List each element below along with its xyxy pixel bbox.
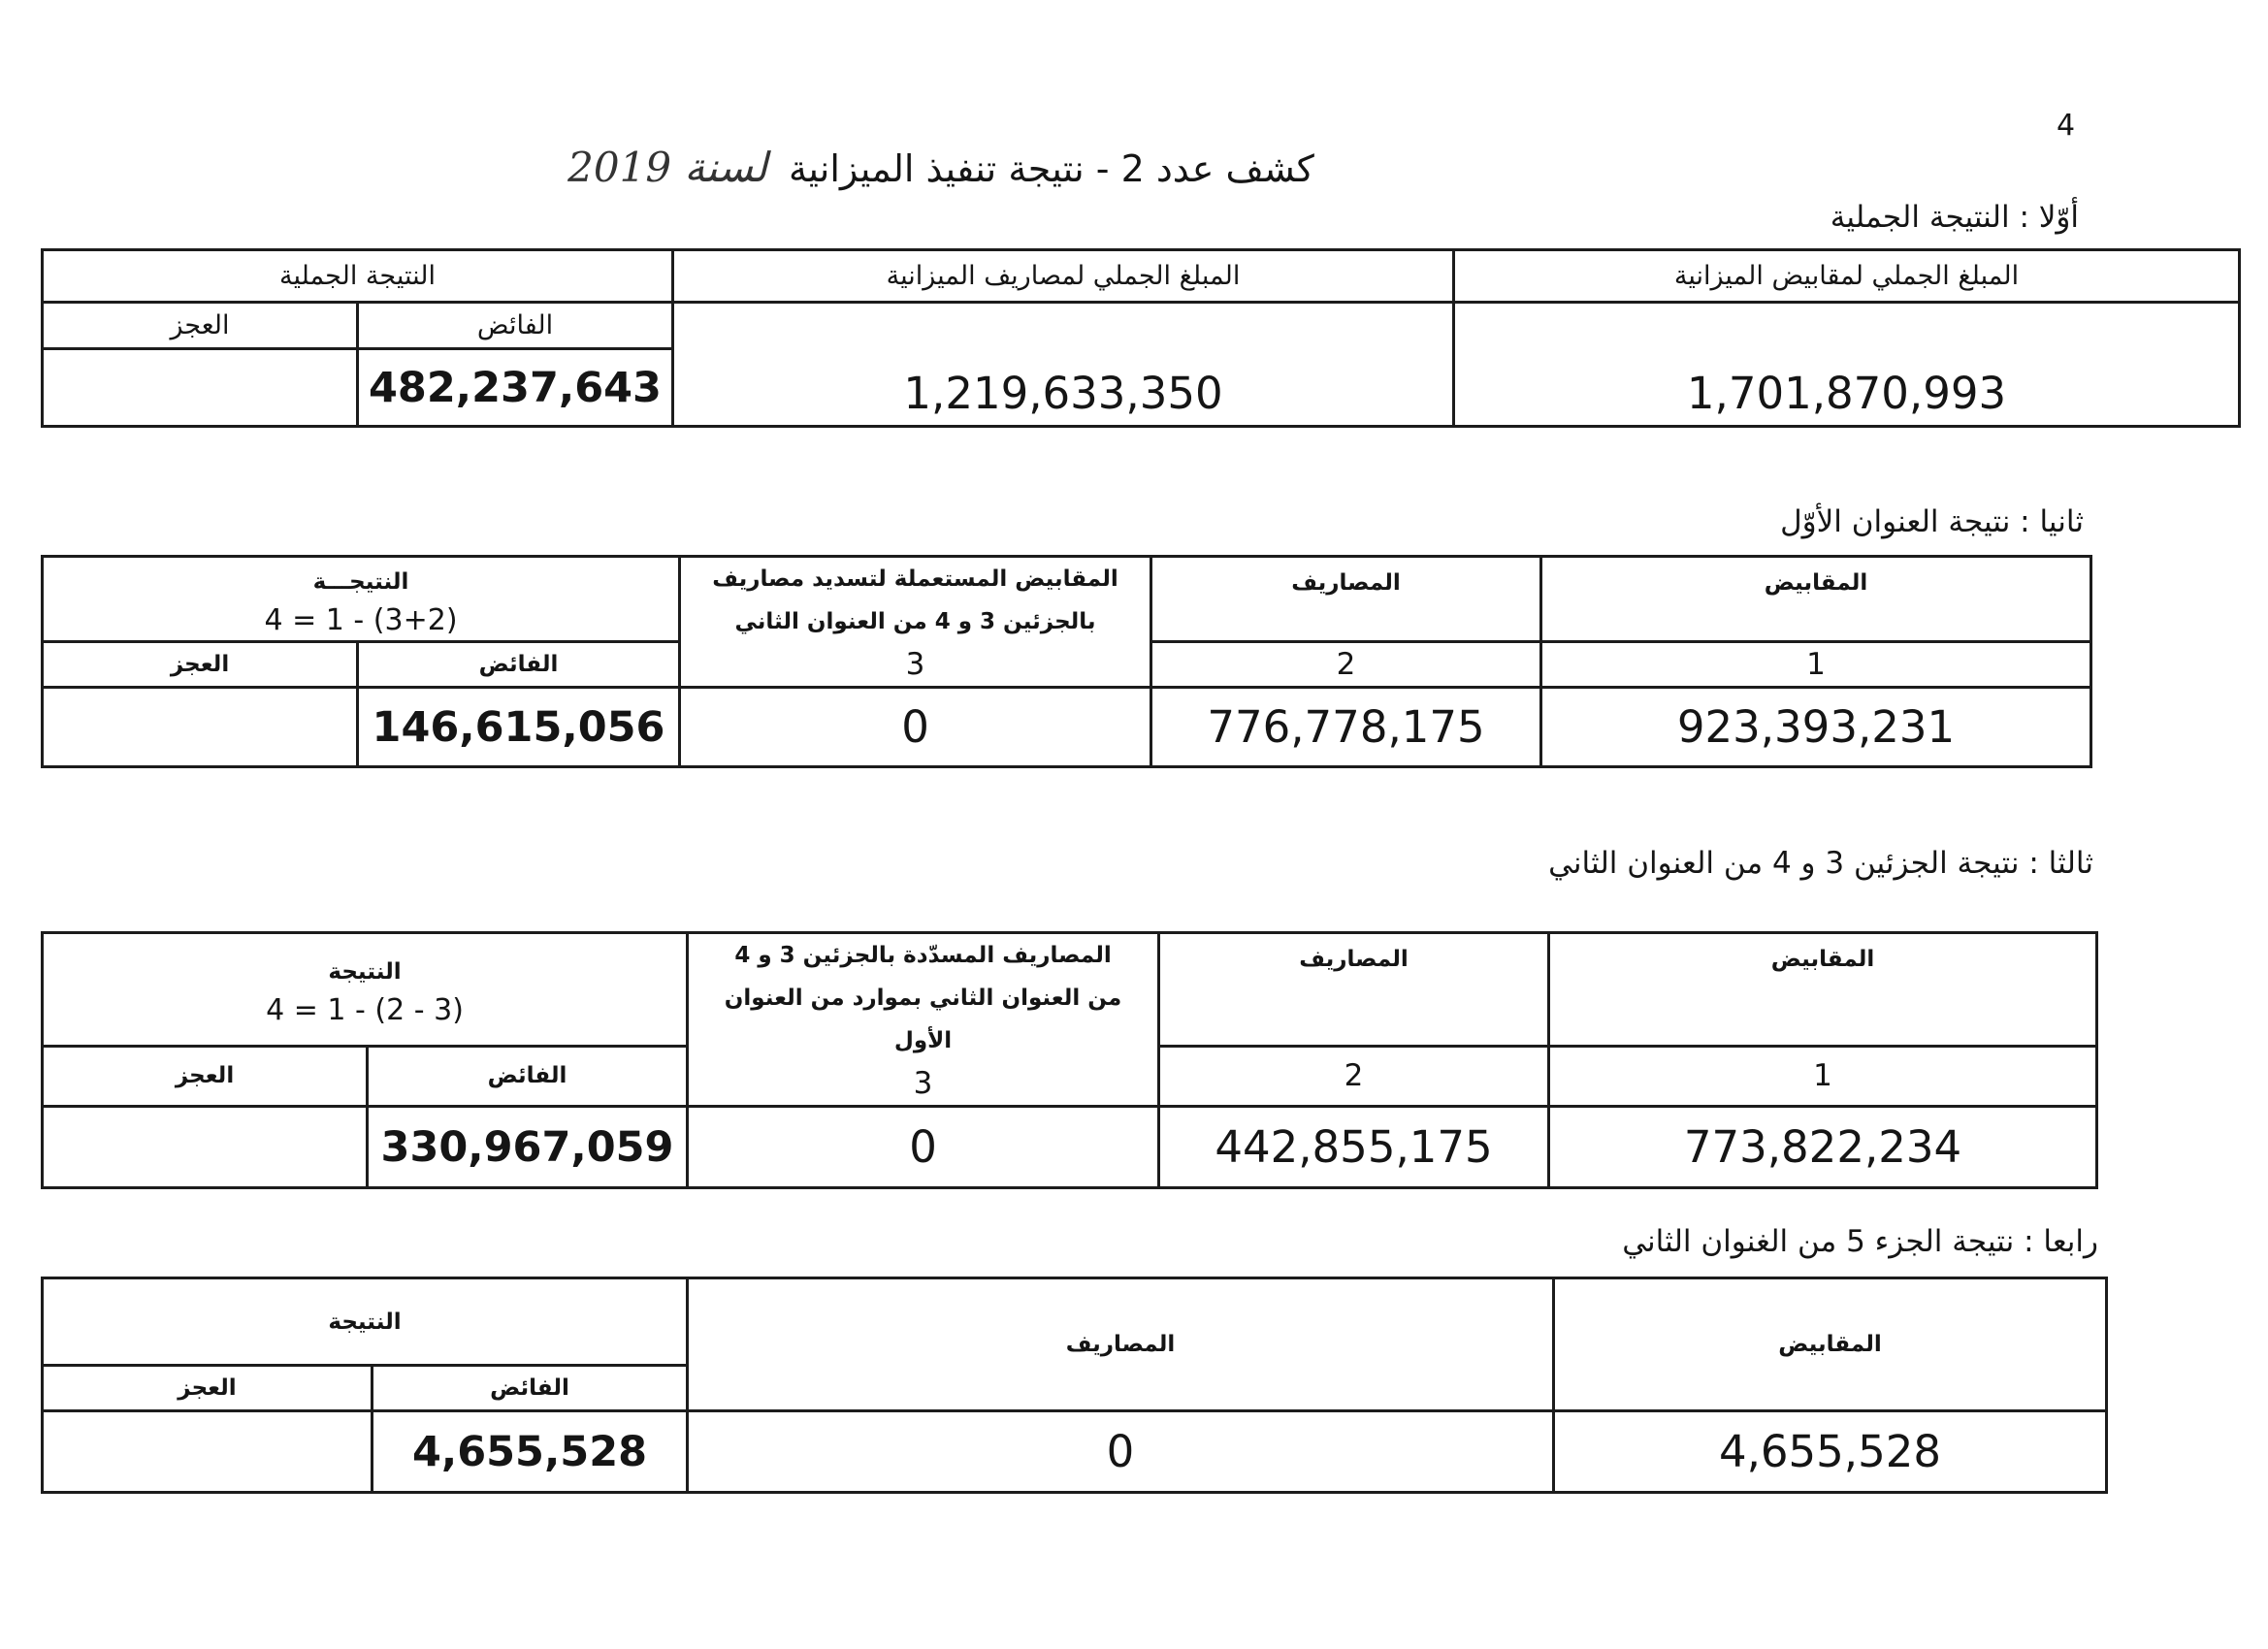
paid-expenses-header	[688, 933, 1159, 1107]
surplus-header: الفائض	[368, 1046, 688, 1106]
paid-label-line1: المصاريف المسدّدة بالجزئين 3 و 4	[734, 943, 1112, 968]
col-index-1: 1	[1549, 1046, 2097, 1106]
receipts-value: 773,822,234	[1549, 1107, 2097, 1188]
expenses-value: 442,855,175	[1159, 1107, 1549, 1188]
section4-heading: رابعا : نتيجة الجزء 5 من الغنوان الثاني	[1622, 1224, 2098, 1259]
title-text: كشف عدد 2 - نتيجة تنفيذ الميزانية	[788, 147, 1314, 190]
section3-heading: ثالثا : نتيجة الجزئين 3 و 4 من العنوان الثاني	[1548, 846, 2093, 881]
deficit-value	[43, 688, 358, 767]
result-header: النتيجة	[43, 1278, 688, 1366]
col-index-3: 3	[913, 1066, 933, 1101]
section1-heading: أوّلا : النتيجة الجملية	[1830, 200, 2079, 235]
surplus-value: 4,655,528	[373, 1411, 688, 1493]
surplus-header: الفائض	[358, 303, 673, 349]
expenses-header: المصاريف	[688, 1278, 1554, 1411]
section2-table	[41, 555, 2092, 768]
receipts-total-header: المبلغ الجملي لمقابيض الميزانية	[1454, 250, 2240, 303]
receipts-value: 4,655,528	[1554, 1411, 2107, 1493]
deficit-value	[43, 349, 358, 427]
surplus-value: 330,967,059	[368, 1107, 688, 1188]
expenses-header	[1159, 933, 1549, 1047]
expenses-value: 0	[688, 1411, 1554, 1493]
title-handwritten-year: لسنة 2019	[567, 144, 767, 191]
page-number: 4	[2057, 109, 2076, 143]
section3-table	[41, 931, 2098, 1189]
deficit-value	[43, 1107, 368, 1188]
deficit-header: العجز	[43, 1366, 373, 1411]
allocated-receipts-value: 0	[680, 688, 1151, 767]
deficit-header: العجز	[43, 642, 358, 688]
col-index-1: 1	[1541, 642, 2091, 688]
receipts-label: المقابيض	[1770, 947, 1875, 972]
expenses-label: المصاريف	[1291, 570, 1401, 596]
surplus-header: الفائض	[373, 1366, 688, 1411]
expenses-header	[1151, 557, 1541, 642]
allocated-label-line2: بالجزئين 3 و 4 من العنوان الثاني	[734, 609, 1096, 634]
result-label: النتيجة	[328, 959, 402, 986]
surplus-value: 146,615,056	[358, 688, 680, 767]
surplus-header: الفائض	[358, 642, 680, 688]
expenses-label: المصاريف	[1299, 947, 1409, 972]
col-index-3: 3	[905, 647, 925, 682]
result-label: النتيجـــة	[312, 569, 409, 595]
col-index-2: 2	[1159, 1046, 1549, 1106]
expenses-total-value: 1,219,633,350	[673, 303, 1454, 427]
deficit-header: العجز	[43, 1046, 368, 1106]
paid-label-line2: من العنوان الثاني بموارد من العنوان الأول	[724, 986, 1122, 1053]
receipts-label: المقابيض	[1764, 570, 1868, 596]
expenses-total-header: المبلغ الجملي لمصاريف الميزانية	[673, 250, 1454, 303]
receipts-header	[1541, 557, 2091, 642]
section4-table	[41, 1277, 2108, 1494]
expenses-value: 776,778,175	[1151, 688, 1541, 767]
receipts-header	[1549, 933, 2097, 1047]
surplus-value: 482,237,643	[358, 349, 673, 427]
result-header	[43, 557, 680, 642]
paid-expenses-value: 0	[688, 1107, 1159, 1188]
overall-result-header: النتيجة الجملية	[43, 250, 673, 303]
col-index-2: 2	[1151, 642, 1541, 688]
receipts-value: 923,393,231	[1541, 688, 2091, 767]
result-header	[43, 933, 688, 1047]
allocated-label-line1: المقابيض المستعملة لتسديد مصاريف	[712, 566, 1118, 592]
result-formula: (3+2) - 1 = 4	[264, 603, 458, 637]
receipts-total-value: 1,701,870,993	[1454, 303, 2240, 427]
deficit-value	[43, 1411, 373, 1493]
allocated-receipts-header	[680, 557, 1151, 688]
page-title	[563, 144, 1319, 191]
section2-heading: ثانيا : نتيجة العنوان الأوّل	[1780, 504, 2084, 539]
section1-table	[41, 248, 2241, 428]
receipts-header: المقابيض	[1554, 1278, 2107, 1411]
result-formula: (3 - 2) - 1 = 4	[266, 993, 464, 1028]
deficit-header: العجز	[43, 303, 358, 349]
